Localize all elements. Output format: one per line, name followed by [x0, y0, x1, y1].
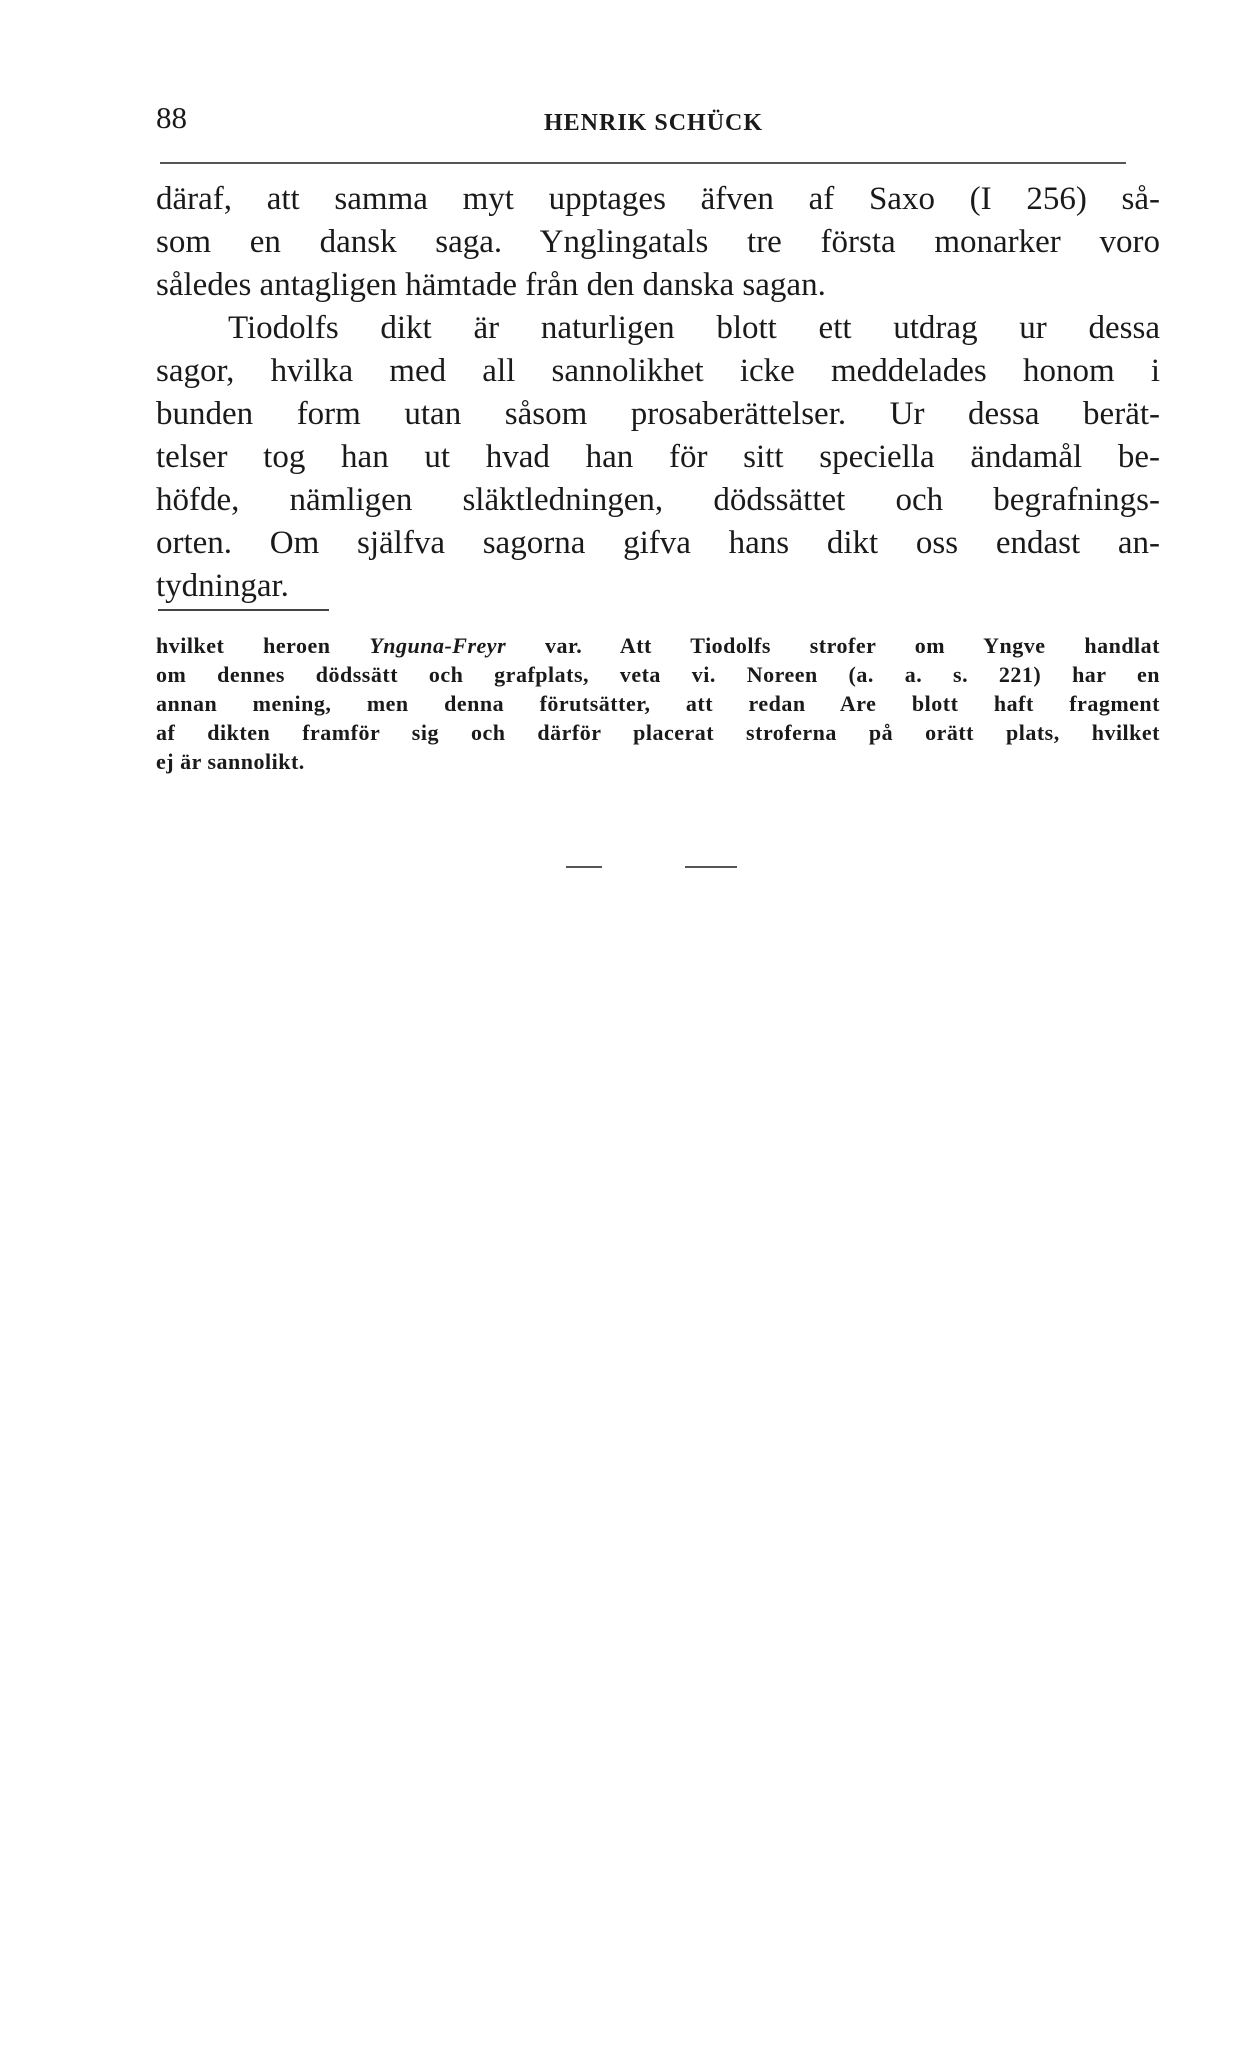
- footnote-text: var. Att Tiodolfs strofer om Yngve handlat: [506, 633, 1160, 658]
- body-line: således antagligen hämtade från den danska sagan.: [156, 267, 826, 303]
- end-dash: [685, 866, 737, 868]
- body-line: tydningar.: [156, 568, 289, 604]
- body-line: bunden form utan såsom prosaberättelser. Ur dessa berät-: [156, 396, 1160, 432]
- footnote-italic-name: Ynguna-Freyr: [369, 633, 507, 658]
- running-head: HENRIK SCHÜCK: [544, 110, 764, 136]
- footnote-line: om dennes dödssätt och grafplats, veta vi. Noreen (a. a. s. 221) har en: [156, 662, 1160, 687]
- footnote-line: [156, 631, 1160, 660]
- body-line: sagor, hvilka med all sannolikhet icke meddelades honom i: [156, 353, 1160, 389]
- header-rule: [160, 162, 1126, 164]
- footnote-rule: [158, 609, 329, 611]
- footnote-line: ej är sannolikt.: [156, 749, 305, 774]
- paragraph-1: [156, 178, 1160, 307]
- body-line: Tiodolfs dikt är naturligen blott ett utdrag ur dessa: [228, 310, 1160, 346]
- footnote-text: hvilket heroen: [156, 633, 370, 658]
- body-line: telser tog han ut hvad han för sitt speciella ändamål be-: [156, 439, 1160, 475]
- paragraph-2: [156, 307, 1160, 608]
- footnote-line: af dikten framför sig och därför placerat stroferna på orätt plats, hvilket: [156, 720, 1160, 745]
- footnote: [156, 631, 1160, 776]
- page-number: 88: [156, 100, 187, 135]
- body-line: som en dansk saga. Ynglingatals tre första monarker voro: [156, 224, 1160, 260]
- body-line: höfde, nämligen släktledningen, dödssättet och begrafnings-: [156, 482, 1160, 518]
- body-text: [156, 178, 1160, 608]
- footnote-line: annan mening, men denna förutsätter, att redan Are blott haft fragment: [156, 691, 1160, 716]
- body-line: däraf, att samma myt upptages äfven af Saxo (I 256) så-: [156, 181, 1160, 217]
- body-line: orten. Om själfva sagorna gifva hans dikt oss endast an-: [156, 525, 1160, 561]
- end-dash: [566, 866, 602, 868]
